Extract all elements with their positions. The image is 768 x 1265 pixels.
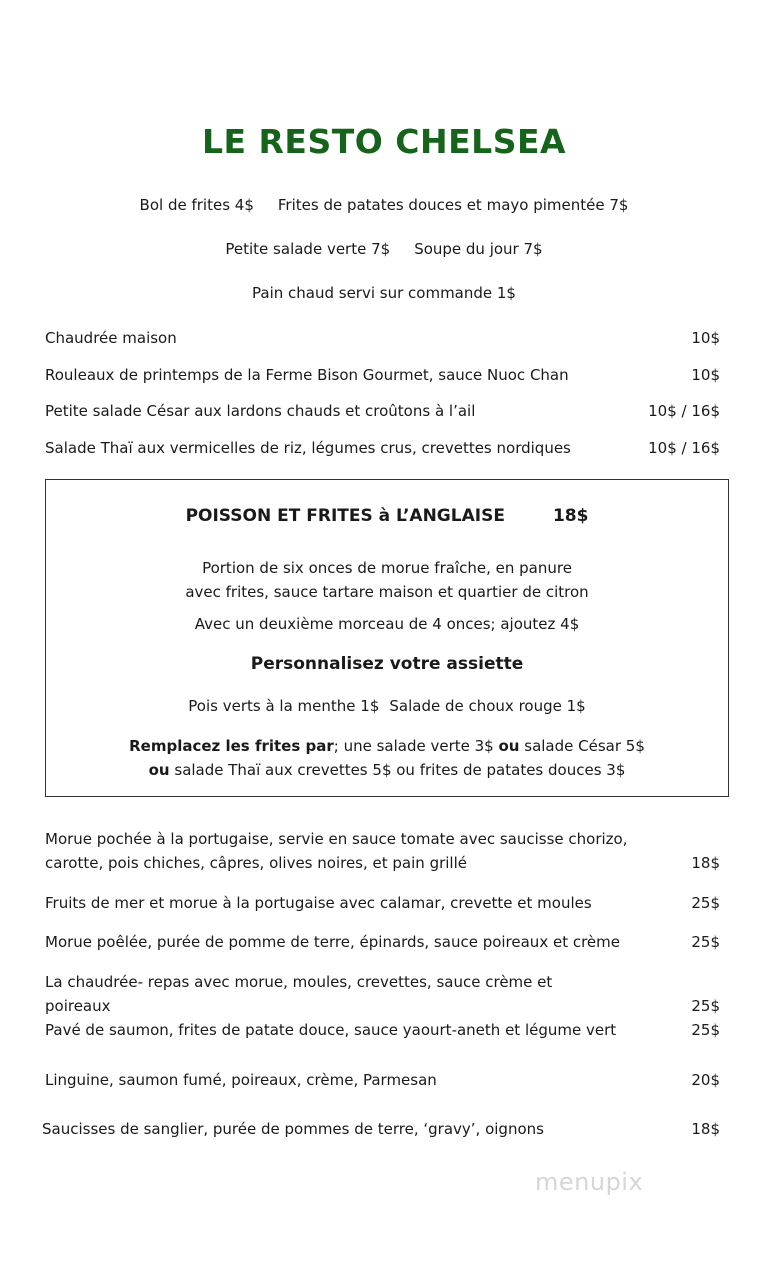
- sides-line-3: [0, 284, 768, 302]
- sides-line-1: [0, 196, 768, 214]
- replace-label: Remplacez les frites par: [129, 737, 334, 755]
- item-name: Pavé de saumon, frites de patate douce, sauce yaourt-aneth et légume vert: [45, 1021, 617, 1039]
- menu-row: [45, 930, 720, 954]
- item-name: Chaudrée maison: [45, 329, 177, 347]
- addon-item: Salade de choux rouge 1$: [389, 697, 586, 715]
- special-price: 18$: [552, 506, 589, 526]
- item-name: Petite salade César aux lardons chauds et croûtons à l’ail: [45, 402, 476, 420]
- menu-row: [45, 363, 720, 387]
- menu-row: [45, 1068, 720, 1092]
- menu-row: [45, 436, 720, 460]
- special-extra: Avec un deuxième morceau de 4 onces; ajoutez 4$: [194, 615, 580, 633]
- item-name: La chaudrée- repas avec morue, moules, crevettes, sauce crème et poireaux: [45, 973, 553, 1015]
- side-item: Soupe du jour 7$: [414, 240, 543, 258]
- item-price: 18$: [691, 854, 720, 872]
- item-price: 25$: [691, 1021, 720, 1039]
- special-desc-1: Portion de six onces de morue fraîche, en panure: [202, 559, 572, 577]
- item-price: 20$: [691, 1071, 720, 1089]
- menu-row: [45, 1018, 720, 1042]
- item-name: Saucisses de sanglier, purée de pommes de terre, ‘gravy’, oignons: [42, 1120, 544, 1138]
- menu-row: [45, 827, 720, 875]
- item-line: Morue pochée à la portugaise, servie en sauce tomate avec saucisse chorizo,: [45, 830, 628, 848]
- item-price: 25$: [691, 894, 720, 912]
- addon-item: Pois verts à la menthe 1$: [188, 697, 380, 715]
- replace-line-1: [46, 737, 728, 755]
- or-word: ou: [498, 737, 520, 755]
- item-price: 10$ / 16$: [648, 439, 720, 457]
- item-name: Salade Thaï aux vermicelles de riz, légumes crus, crevettes nordiques: [45, 439, 571, 457]
- item-price: 18$: [691, 1120, 720, 1138]
- item-name: Linguine, saumon fumé, poireaux, crème, Parmesan: [45, 1071, 437, 1089]
- side-item: Frites de patates douces et mayo pimentée 7$: [277, 196, 629, 214]
- menu-row: [45, 399, 720, 423]
- special-desc-2: avec frites, sauce tartare maison et quartier de citron: [185, 583, 589, 601]
- side-item: Pain chaud servi sur commande 1$: [252, 284, 516, 302]
- or-word: ou: [148, 761, 170, 779]
- replace-text: ; une salade verte 3$: [333, 737, 499, 755]
- menu-row: [45, 326, 720, 350]
- menu-row: [42, 1117, 720, 1141]
- replace-text: salade Thaï aux crevettes 5$ ou frites de patates douces 3$: [169, 761, 626, 779]
- menu-row: [45, 891, 720, 915]
- side-item: Petite salade verte 7$: [225, 240, 391, 258]
- item-price: 10$: [691, 329, 720, 347]
- special-box: [45, 479, 729, 797]
- replace-text: salade César 5$: [519, 737, 645, 755]
- item-price: 10$: [691, 366, 720, 384]
- item-name: Fruits de mer et morue à la portugaise avec calamar, crevette et moules: [45, 894, 592, 912]
- item-price: 10$ / 16$: [648, 402, 720, 420]
- side-item: Bol de frites 4$: [139, 196, 254, 214]
- restaurant-title: LE RESTO CHELSEA: [201, 122, 567, 161]
- custom-title: Personnalisez votre assiette: [250, 654, 524, 674]
- item-line: carotte, pois chiches, câpres, olives noires, et pain grillé: [45, 854, 467, 872]
- watermark: menupix: [535, 1168, 644, 1196]
- replace-line-2: [46, 761, 728, 779]
- special-title: POISSON ET FRITES à L’ANGLAISE: [185, 506, 505, 526]
- item-price: 25$: [691, 933, 720, 951]
- addons-line: [46, 697, 728, 715]
- menu-row: [45, 970, 720, 1018]
- sides-line-2: [0, 240, 768, 258]
- item-price: 25$: [691, 997, 720, 1015]
- item-name: Morue poêlée, purée de pomme de terre, épinards, sauce poireaux et crème: [45, 933, 620, 951]
- item-name: Rouleaux de printemps de la Ferme Bison Gourmet, sauce Nuoc Chan: [45, 366, 569, 384]
- special-heading: [46, 506, 728, 526]
